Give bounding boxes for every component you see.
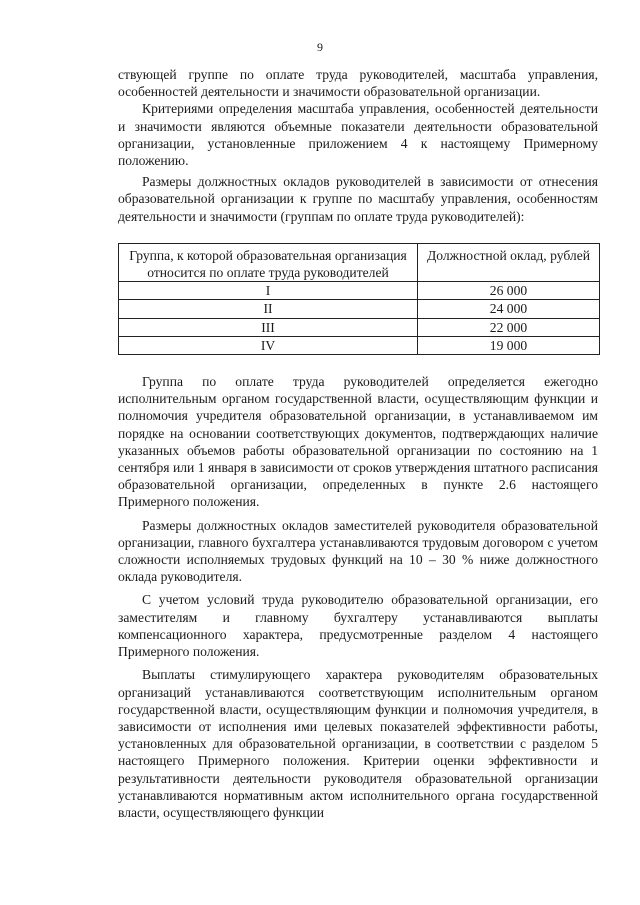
salary-cell: 24 000: [418, 300, 600, 318]
column-header-salary: Должностной оклад, рублей: [418, 243, 600, 281]
document-body: [118, 66, 598, 821]
salary-cell: 26 000: [418, 282, 600, 300]
salary-table: [118, 243, 600, 355]
paragraph-compensation: С учетом условий труда руководителю образовательной организации, его заместителям и главному бухгалтеру устанавливаются выплаты компенсационного характера, предусмотренные разделом 4 настоящего Примерного положения.: [118, 592, 598, 660]
salary-cell: 22 000: [418, 318, 600, 336]
table-header-row: [119, 243, 600, 281]
group-cell: I: [119, 282, 418, 300]
paragraph-incentive-payments: Выплаты стимулирующего характера руководителям образовательных организаций устанавливаются соответствующим исполнительным органом государственной власти, осуществляющим функции и полномочия учредителя, в зависимости от исполнения ими целевых показателей эффективности работы, установленных для образовательной организации, в соответствии с разделом 5 настоящего Примерного положения. Критерии оценки эффективности и результативности деятельности руководителя образовательной организации устанавливаются нормативным актом исполнительного органа государственной власти, осуществляющего функции: [118, 667, 598, 820]
table-row: [119, 336, 600, 354]
salary-cell: 19 000: [418, 336, 600, 354]
table-row: [119, 300, 600, 318]
group-cell: III: [119, 318, 418, 336]
group-cell: II: [119, 300, 418, 318]
paragraph-continuation: ствующей группе по оплате труда руководителей, масштаба управления, особенностей деятельности и значимости образовательной организации.: [118, 67, 598, 100]
table-row: [119, 282, 600, 300]
table-row: [119, 318, 600, 336]
group-cell: IV: [119, 336, 418, 354]
paragraph-criteria: Критериями определения масштаба управления, особенностей деятельности и значимости являются объемные показатели деятельности образовательной организации, установленные приложением 4 к настоящему Примерному положению.: [118, 101, 598, 169]
paragraph-group-determination: Группа по оплате труда руководителей определяется ежегодно исполнительным органом государственной власти, осуществляющим функции и полномочия учредителя образовательной организации, в устанавливаемом им порядке на основании соответствующих документов, подтверждающих наличие указанных объемов работы образовательной организации по состоянию на 1 сентября или 1 января в зависимости от сроков утверждения штатного расписания образовательной организации, определенных в пункте 2.6 настоящего Примерного положения.: [118, 374, 598, 510]
column-header-group: Группа, к которой образовательная организация относится по оплате труда руководителей: [119, 243, 418, 281]
paragraph-salary-sizes: Размеры должностных окладов руководителей в зависимости от отнесения образовательной организации к группе по масштабу управления, особенностям деятельности и значимости (группам по оплате труда руководителей):: [118, 174, 598, 224]
paragraph-deputy-salaries: Размеры должностных окладов заместителей руководителя образовательной организации, главного бухгалтера устанавливаются трудовым договором с учетом сложности исполняемых трудовых функций на 10 – 30 % ниже должностного оклада руководителя.: [118, 517, 598, 585]
page-number: 9: [317, 40, 323, 54]
